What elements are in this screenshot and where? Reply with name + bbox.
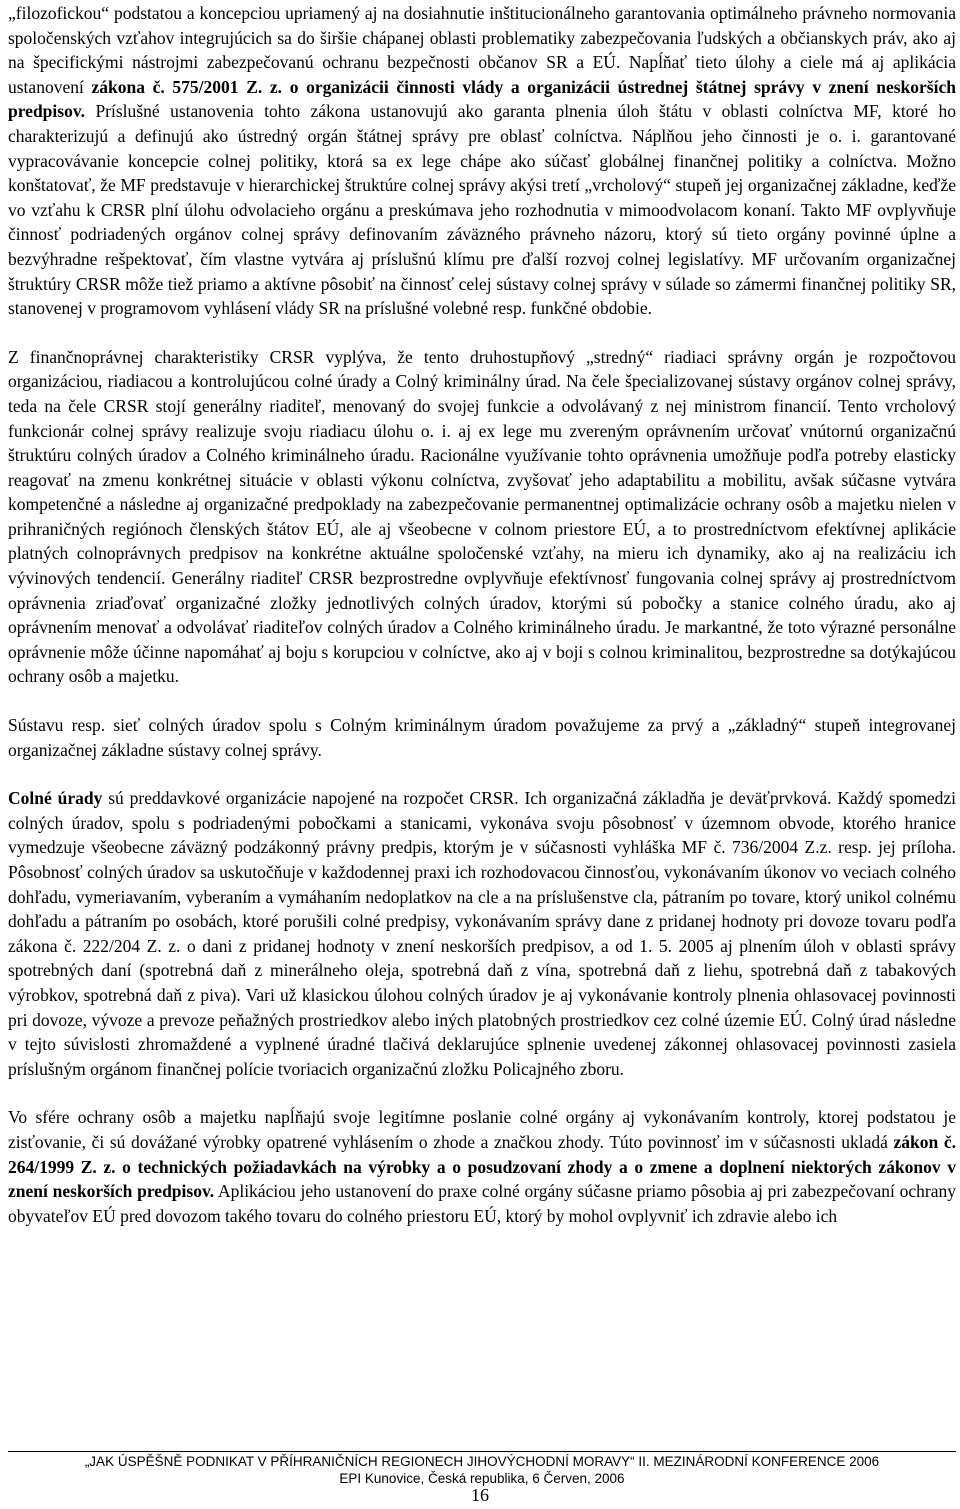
text-run: sú preddavkové organizácie napojené na rozpočet CRSR. Ich organizačná základňa je deväťprvková. Každý spomedzi colných úradov, spolu s podriadenými pobočkami a stanicami, vykonáva svoju pôsobnosť v územnom obvode, ktorého hranice vymedzuje všeobecne záväzný podzákonný právny predpis, ktorým je v súčasnosti vyhláška MF č. 736/2004 Z.z. resp. jej príloha. Pôsobnosť colných úradov sa uskutočňuje v každodennej praxi ich rozhodovacou činnosťou, vykonávaním úkonov vo veciach colného dohľadu, vymeriavaním, vyberaním a vymáhaním nedoplatkov na cle a na príslušenstve cla, pátraním po tovare, ktorý unikol colnému dohľadu a pátraním po osobách, ktoré porušili colné predpisy, vykonávaním správy dane z pridanej hodnoty pri dovoze tovaru podľa zákona č. 222/204 Z. z. o dani z pridanej hodnoty v znení neskorších predpisov, a od 1. 5. 2005 aj plnením úloh v oblasti správy spotrebných daní (spotrebná daň z minerálneho oleja, spotrebná daň z vína, spotrebná daň z liehu, spotrebná daň z tabakových výrobkov, spotrebná daň z piva). Vari už klasickou úlohou colných úradov je aj vykonávanie kontroly plnenia ohlasovacej povinnosti pri dovoze, vývoze a prevoze peňažných prostriedkov alebo iných platobných prostriedkov cez colné územie EÚ. Colný úrad následne v tejto súvislosti zhromaždené a vyplnené úradné tlačivá deklarujúce splnenie uvedenej zákonnej ohlasovacej povinnosti zasiela príslušným orgánom finančnej polície tvoriacich organizačnú zložku Policajného zboru. xyxy=(8,788,956,1079)
text-run: Aplikáciou jeho ustanovení do praxe colné orgány súčasne priamo pôsobia aj pri zabezpečovaní ochrany obyvateľov EÚ pred dovozom takého tovaru do colného priestoru EÚ, ktorý by mohol ovplyvniť ich zdravie alebo ich xyxy=(8,1181,956,1226)
law-citation-264-1999: zákon č. 264/1999 Z. z. o technických požiadavkách na výrobky a o posudzovaní zhody a o zmene a doplnení niektorých zákonov v znení neskorších predpisov. xyxy=(8,1131,956,1202)
paragraph-customs-network xyxy=(8,713,956,762)
term-colne-urady: Colné úrady xyxy=(8,788,103,809)
text-run: „filozofickou“ podstatou a koncepciou upriamený aj na dosiahnutie inštitucionálneho garantovania optimálneho právneho normovania spoločenských vzťahov integrujúcich sa do širšie chápanej oblasti problematiky zabezpečovania ľudských a občianskych práv, ako aj na špecifickými nástrojmi zabezpečovanú ochranu bezpečnosti občanov SR a EÚ. Napĺňať tieto úlohy a ciele má aj aplikácia ustanovení xyxy=(8,3,956,97)
text-run: Príslušné ustanovenia tohto zákona ustanovujú ako garanta plnenia úloh štátu v oblasti colníctva MF, ktoré ho charakterizujú a definujú ako ústredný orgán štátnej správy pre oblasť colníctva. Náplňou jeho činnosti je o. i. garantované vypracovávanie koncepcie colnej politiky, ktorá sa ex lege chápe ako súčasť globálnej finančnej politiky a colníctva. Možno konštatovať, že MF predstavuje v hierarchickej štruktúre colnej správy akýsi tretí „vrcholový“ stupeň jej organizačnej základne, keďže vo vzťahu k CRSR plní úlohu odvolacieho orgánu a preskúmava jeho rozhodnutia v mimoodvolacom konaní. Takto MF ovplyvňuje činnosť podriadených orgánov colnej správy definovaním záväzného právneho názoru, ktorý sú tieto orgány povinné úplne a bezvýhradne rešpektovať, čím vlastne vytvára aj príslušnú klímu pre ďalší rozvoj colnej legislatívy. MF určovaním organizačnej štruktúry CRSR môže tiež priamo a aktívne pôsobiť na činnosť celej sústavy colnej správy v súlade so zámermi finančnej politiky SR, stanovenej v programovom vyhlásení vlády SR na príslušné volebné resp. funkčné obdobie. xyxy=(8,101,956,319)
text-run: Vo sfére ochrany osôb a majetku napĺňajú svoje legitímne poslanie colné orgány aj vykonávaním kontroly, ktorej podstatou je zisťovanie, či sú dovážané výrobky opatrené vyhlásením o zhode a značkou zhody. Túto povinnosť im v súčasnosti ukladá xyxy=(8,1107,956,1152)
paragraph-customs-offices xyxy=(8,786,956,1081)
paragraph-ministry-role xyxy=(8,1,956,321)
text-run: Sústavu resp. sieť colných úradov spolu s Colným kriminálnym úradom považujeme za prvý a „základný“ stupeň integrovanej organizačnej základne sústavy colnej správy. xyxy=(8,715,956,760)
document-body xyxy=(8,0,956,1228)
footer-venue-date: EPI Kunovice, Česká republika, 6 Červen, 2006 xyxy=(339,1471,625,1486)
paragraph-crsr-characteristics xyxy=(8,345,956,689)
text-run: Z finančnoprávnej charakteristiky CRSR vyplýva, že tento druhostupňový „stredný“ riadiaci správny orgán je rozpočtovou organizáciou, riadiacou a kontrolujúcou colné úrady a Colný kriminálny úrad. Na čele špecializovanej sústavy orgánov colnej správy, teda na čele CRSR stojí generálny riaditeľ, menovaný do svojej funkcie a odvolávaný z nej ministrom financií. Tento vrcholový funkcionár colnej správy realizuje svoju riadiacu úlohu o. i. aj ex lege mu zvereným oprávnením určovať vnútornú organizačnú štruktúru colných úradov a Colného kriminálneho úradu. Racionálne využívanie tohto oprávnenia umožňuje podľa potreby elasticky reagovať na zmenu konkrétnej situácie v oblasti výkonu colníctva, zvyšovať jeho adaptabilitu a mobilitu, avšak súčasne vytvára kompetenčné a následne aj organizačné predpoklady na zabezpečovanie permanentnej optimalizácie ochrany osôb a majetku nielen v prihraničných regiónoch členských štátov EÚ, ale aj všeobecne v colnom priestore EÚ, a to prostredníctvom efektívnej aplikácie platných colnoprávnych predpisov na konkrétne aktuálne spoločenské vzťahy, na mieru ich dynamiky, ako aj na realizáciu ich vývinových tendencií. Generálny riaditeľ CRSR bezprostredne ovplyvňuje efektívnosť fungovania colnej správy aj prostredníctvom oprávnenia zriaďovať organizačné zložky jednotlivých colných úradov, ktorými sú pobočky a stanice colného úradu, ako aj oprávnením menovať a odvolávať riaditeľov colných úradov a Colného kriminálneho úradu. Je markantné, že toto výrazné personálne oprávnenie môže účinne napomáhať aj boju s korupciou v colníctve, ako aj v boji s colnou kriminalitou, bezprostredne sa dotýkajúcou ochrany osôb a majetku. xyxy=(8,346,956,687)
paragraph-product-conformity xyxy=(8,1105,956,1228)
page-number: 16 xyxy=(471,1485,489,1505)
footer-conference-title: „JAK ÚSPĚŠNĚ PODNIKAT V PŘÍHRANIČNÍCH REGIONECH JIHOVÝCHODNÍ MORAVY“ II. MEZINÁRODNÍ KONFERENCE 2006 xyxy=(84,1454,880,1469)
law-citation-575-2001: zákona č. 575/2001 Z. z. o organizácii činnosti vlády a organizácii ústrednej štátnej správy v znení neskorších predpisov. xyxy=(8,76,956,122)
page-footer xyxy=(8,1451,956,1487)
